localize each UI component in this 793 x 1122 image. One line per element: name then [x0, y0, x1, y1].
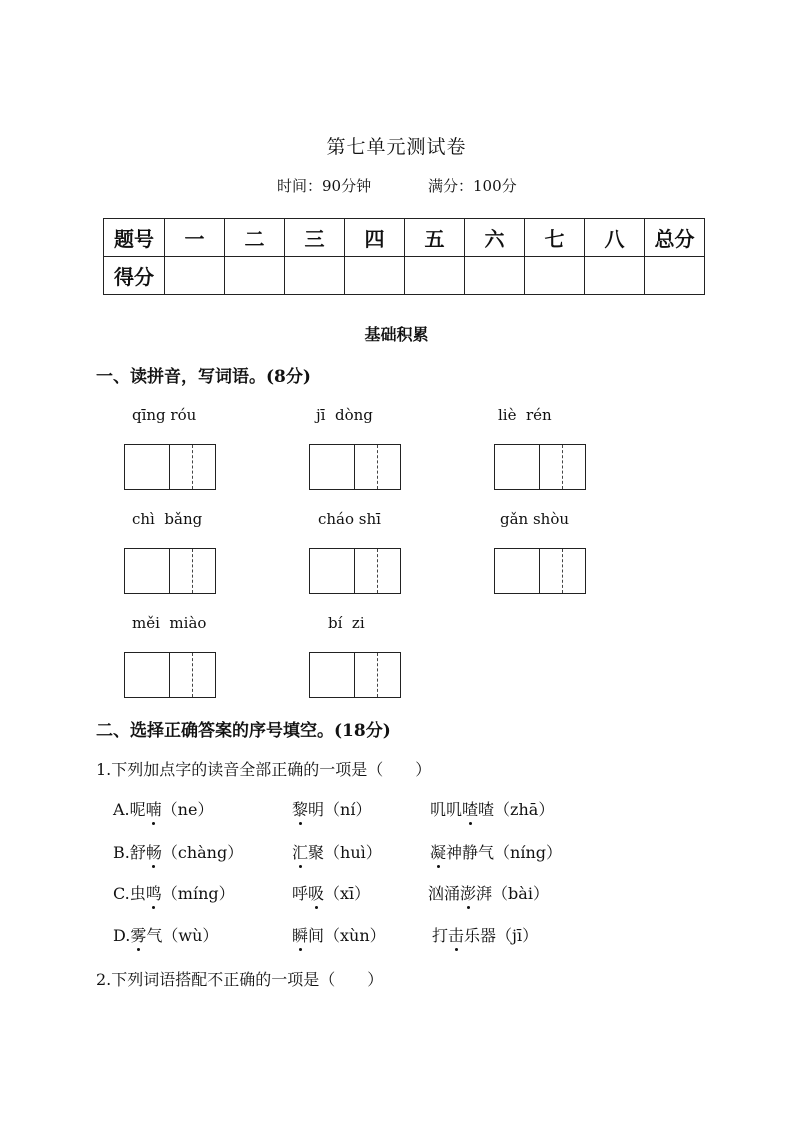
answer-box[interactable] [309, 548, 401, 594]
option-letter: A. [113, 800, 130, 819]
score-header-cell: 二 [225, 219, 285, 257]
answer-box[interactable] [124, 652, 216, 698]
score-label: 满分：100分 [428, 177, 517, 195]
option-letter: C. [113, 884, 130, 903]
score-input-cell[interactable] [525, 257, 585, 295]
dotted-char: 凝 [430, 840, 446, 863]
score-table-header-row [104, 219, 705, 257]
score-header-cell: 四 [345, 219, 405, 257]
sub-question-2: 2.下列词语搭配不正确的一项是（ ） [96, 970, 384, 989]
dotted-char: 喳 [462, 797, 478, 820]
answer-box[interactable] [494, 444, 586, 490]
pinyin-text: （ne） [161, 800, 214, 819]
option-letter: B. [113, 843, 130, 862]
pinyin-label: cháo shī [318, 510, 381, 528]
dotted-char: 澎 [460, 881, 476, 904]
pinyin-label: chì bǎng [132, 510, 203, 528]
option-a-word-2 [292, 797, 371, 820]
dotted-char: 喃 [146, 797, 162, 820]
pinyin-text: （zhā） [494, 800, 555, 819]
pinyin-label: bí zi [328, 614, 365, 632]
pinyin-text: （ní） [324, 800, 372, 819]
pinyin-text: （míng） [161, 884, 235, 903]
answer-box[interactable] [494, 548, 586, 594]
pinyin-label: měi miào [132, 614, 207, 632]
pinyin-label: qīng róu [132, 406, 197, 424]
option-c-word-2 [292, 881, 370, 904]
word-text: 聚 [308, 843, 325, 862]
answer-box[interactable] [124, 444, 216, 490]
word-text: 神静气 [446, 843, 495, 862]
score-header-cell: 六 [465, 219, 525, 257]
word-text: 气 [146, 926, 163, 945]
word-text: 乐器 [464, 926, 497, 945]
question-2-heading: 二、选择正确答案的序号填空。(18分) [96, 721, 391, 741]
score-header-cell: 一 [165, 219, 225, 257]
answer-box[interactable] [124, 548, 216, 594]
option-a-letter[interactable] [113, 797, 213, 820]
option-letter: D. [113, 926, 131, 945]
dotted-char: 鸣 [146, 881, 162, 904]
answer-box[interactable] [309, 444, 401, 490]
pinyin-text: （wù） [162, 926, 219, 945]
pinyin-label: jī dòng [316, 406, 373, 424]
option-d-letter[interactable] [113, 923, 218, 946]
option-c-letter[interactable] [113, 881, 235, 904]
option-b-word-3 [430, 840, 562, 863]
page-title: 第七单元测试卷 [326, 136, 467, 158]
word-text: 叽叽 [430, 800, 463, 819]
question-1-heading: 一、读拼音，写词语。(8分) [96, 367, 311, 387]
option-b-word-2 [292, 840, 382, 863]
score-header-cell: 五 [405, 219, 465, 257]
dotted-char: 汇 [292, 840, 308, 863]
option-c-word-3 [428, 881, 549, 904]
dotted-char: 瞬 [292, 923, 308, 946]
score-table-score-row [104, 257, 705, 295]
pinyin-text: （xī） [324, 884, 371, 903]
score-input-cell[interactable] [405, 257, 465, 295]
score-header-cell: 题号 [104, 219, 165, 257]
word-text: 汹涌 [428, 884, 461, 903]
word-text: 湃 [476, 884, 493, 903]
word-text: 呼 [292, 884, 309, 903]
option-b-letter[interactable] [113, 840, 243, 863]
sub-question-1: 1.下列加点字的读音全部正确的一项是（ ） [96, 760, 432, 779]
score-input-cell[interactable] [165, 257, 225, 295]
time-label: 时间：90分钟 [277, 177, 372, 195]
score-input-cell[interactable] [585, 257, 645, 295]
word-text: 虫 [129, 884, 146, 903]
word-text: 明 [308, 800, 325, 819]
pinyin-text: （xùn） [324, 926, 386, 945]
score-header-cell: 八 [585, 219, 645, 257]
score-header-cell: 总分 [645, 219, 705, 257]
word-text: 喳 [478, 800, 495, 819]
pinyin-text: （bài） [492, 884, 549, 903]
score-input-cell[interactable] [645, 257, 705, 295]
word-text: 舒 [129, 843, 146, 862]
pinyin-text: （chàng） [161, 843, 244, 862]
pinyin-label: liè rén [498, 406, 552, 424]
option-d-word-3 [432, 923, 538, 946]
option-a-word-3 [430, 797, 554, 820]
word-text: 间 [308, 926, 325, 945]
pinyin-label: gǎn shòu [500, 510, 570, 528]
dotted-char: 击 [448, 923, 464, 946]
word-text: 呢 [129, 800, 146, 819]
score-input-cell[interactable] [225, 257, 285, 295]
score-input-cell[interactable] [465, 257, 525, 295]
dotted-char: 吸 [308, 881, 324, 904]
score-input-cell[interactable] [285, 257, 345, 295]
option-d-word-2 [292, 923, 386, 946]
word-text: 打 [432, 926, 449, 945]
dotted-char: 黎 [292, 797, 308, 820]
score-header-cell: 七 [525, 219, 585, 257]
pinyin-text: （huì） [324, 843, 382, 862]
dotted-char: 畅 [146, 840, 162, 863]
score-input-cell[interactable] [345, 257, 405, 295]
score-row-label: 得分 [104, 257, 165, 295]
pinyin-text: （jī） [496, 926, 539, 945]
pinyin-text: （níng） [494, 843, 563, 862]
score-table [103, 218, 705, 295]
answer-box[interactable] [309, 652, 401, 698]
score-header-cell: 三 [285, 219, 345, 257]
section-title: 基础积累 [364, 325, 429, 344]
dotted-char: 雾 [130, 923, 146, 946]
